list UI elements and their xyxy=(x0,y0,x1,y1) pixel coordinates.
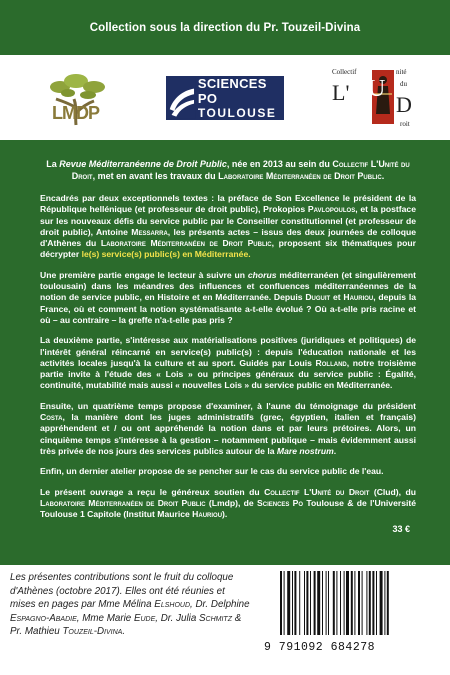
sciences-po-line2: TOULOUSE xyxy=(197,105,277,120)
collection-header xyxy=(0,0,450,55)
cud-nite: nité xyxy=(396,67,407,76)
credits-text: Les présentes contributions sont le fruit du colloque d'Athènes (octobre 2017). Elles ont été réunies et mises en pages par Mme Mélina Elshoud, Dr. Delphine Espagno-Abadie, Mme Marie Eude, Dr. Julia Schmitz & Pr. Mathieu Touzeil-Divina. xyxy=(10,572,250,638)
barcode-icon xyxy=(278,571,428,637)
lmdp-logo xyxy=(38,63,118,133)
lmdp-wordmark: LMDP xyxy=(52,102,99,123)
paragraph-4: Ensuite, un quatrième temps propose d'examiner, à l'aune du témoignage du président Costa, la manière dont les juges administratifs (grec, égyptien, italien et français) appréhendent et / ou ont appréhendé la notion dans et par leurs prétoires. Alors, un cinquième temps s'intéresse à la gestion – notamment publique – mais évidemment aussi très privée de nos jours des services publics autour de la Mare nostrum. xyxy=(40,400,416,456)
cud-collectif: Collectif xyxy=(332,67,357,76)
paragraph-3: La deuxième partie, s'intéresse aux matérialisations positives (juridiques et politiques) de l'intérêt général réincarné en service(s) public(s) : depuis l'éducation nationale et les activités locales jusqu'à la culture et au sport. Guidés par Louis Rolland, notre troisième partie invite à l'étude des « Lois » ou principes généraux du service public : Égalité, continuité, mutabilité mais aussi « nouvelles Lois » du service public en Méditerranée. xyxy=(40,335,416,391)
sciences-po-logo xyxy=(166,76,284,120)
cud-u: U xyxy=(368,75,386,102)
bottom-band xyxy=(0,565,450,675)
sciences-po-swoosh-icon xyxy=(166,76,196,120)
collection-text: Collection sous la direction du Pr. Touzeil-Divina xyxy=(89,21,361,34)
intro-paragraph: La Revue Méditerranéenne de Droit Public, née en 2013 au sein du Collectif L'Unité du Droit, met en avant les travaux du Laboratoire Méditerranéen de Droit Public. xyxy=(46,159,410,181)
isbn-number: 9 791092 684278 xyxy=(264,641,376,654)
paragraph-6: Le présent ouvrage a reçu le généreux soutien du Collectif L'Unité du Droit (Clud), du Laboratoire Méditerranéen de Droit Public (Lmdp), de Sciences Po Toulouse & de l'Université Toulouse 1 Capitole (Institut Maurice Hauriou). xyxy=(40,486,417,520)
isbn-barcode xyxy=(264,571,434,661)
cud-l: L' xyxy=(332,79,350,105)
cud-roit: roit xyxy=(400,119,410,128)
price: 33 € xyxy=(392,524,410,535)
cud-du: du xyxy=(400,79,407,88)
paragraph-5: Enfin, un dernier atelier propose de se pencher sur le cas du service public de l'eau. xyxy=(40,466,384,477)
logo-band xyxy=(0,55,450,140)
paragraph-1: Encadrés par deux exceptionnels textes : la préface de Son Excellence le président de la République hellénique (et professeur de droit public), Prokopios Pavlopoulos, et la postface sur les nouveaux défis du service public par le Conseiller constitutionnel (et professeur de droit public), Antoine Messarra, les présents actes – issus des deux journées de colloque d'Athènes du Laboratoire Méditerranéen de Droit Public, proposent six thématiques pour décrypter le(s) service(s) public(s) en Méditerranée. xyxy=(40,193,417,260)
collectif-unite-du-droit-logo xyxy=(332,62,422,134)
cud-d: D xyxy=(396,91,412,117)
sciences-po-line1: SCIENCES PO xyxy=(197,75,267,106)
revue-title: Revue Méditerranéenne de Droit Public xyxy=(59,159,227,169)
back-cover-text xyxy=(40,158,416,536)
paragraph-2: Une première partie engage le lecteur à suivre un chorus méditerranéen (et singulièrement toulousain) dans les méandres des influences et confluences méditerranéennes de la notion de service public, en Histoire et en Méditerranée. Depuis Duguit et Hauriou, depuis la France, où et comment la notion systématisante a-t-elle évolué ? Où a-t-elle pris racine et où – au contraire – la greffe n'a-t-elle pas pris ? xyxy=(40,269,417,325)
highlight-service-public: le(s) service(s) public(s) en Méditerranée. xyxy=(81,249,251,260)
